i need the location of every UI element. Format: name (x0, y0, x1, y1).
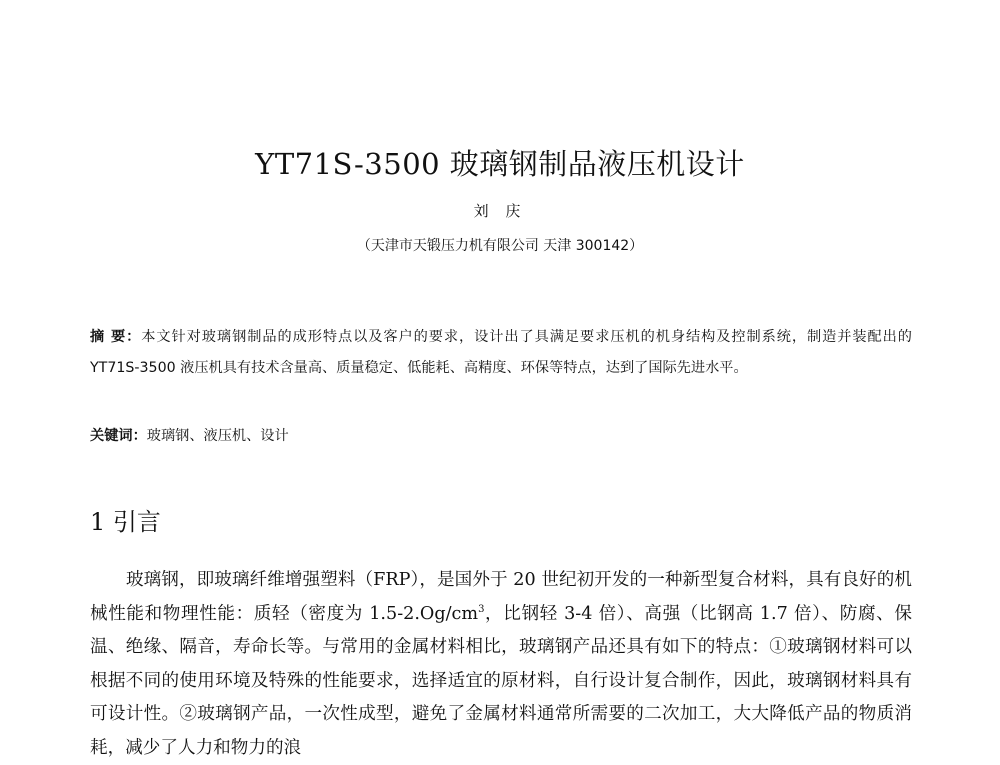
abstract-text: 本文针对玻璃钢制品的成形特点以及客户的要求，设计出了具满足要求压机的机身结构及控制系统，制造并装配出的 YT71S-3500 液压机具有技术含量高、质量稳定、低能耗、高精度、环保等特点，达到了国际先进水平。 (90, 329, 912, 376)
abstract (90, 322, 912, 384)
keywords-text: 玻璃钢、液压机、设计 (146, 428, 289, 444)
abstract-label: 摘 要： (90, 329, 142, 345)
author-affiliation: （天津市天锻压力机有限公司 天津 300142） (356, 238, 644, 254)
paragraph-text-part1: 玻璃钢，即玻璃纤维增强塑料（FRP），是国外于 20 世纪初开发的一种新型复合材料，具有良好的机械性能和物理性能：质轻（密度为 1.5-2.Og/cm (90, 570, 912, 624)
paper-title: YT71S-3500 玻璃钢制品液压机设计 (255, 147, 745, 181)
keywords (90, 422, 912, 450)
section-heading: 1 引言 (90, 508, 161, 536)
keywords-label: 关键词： (90, 428, 147, 444)
paragraph-text-part2: ，比钢轻 3-4 倍）、高强（比钢高 1.7 倍）、防腐、保温、绝缘、隔音，寿命长等。与常用的金属材料相比，玻璃钢产品还具有如下的特点：①玻璃钢材料可以根据不同的使用环境及特殊的性能要求，选择适宜的原材料，自行设计复合制作，因此，玻璃钢材料具有可设计性。②玻璃钢产品，一次性成型，避免了金属材料通常所需要的二次加工，大大降低产品的物质消耗，减少了人力和物力的浪 (90, 603, 912, 758)
section-paragraph (90, 564, 912, 765)
author-name: 刘 庆 (473, 202, 527, 220)
superscript-exponent: 3 (478, 603, 485, 615)
